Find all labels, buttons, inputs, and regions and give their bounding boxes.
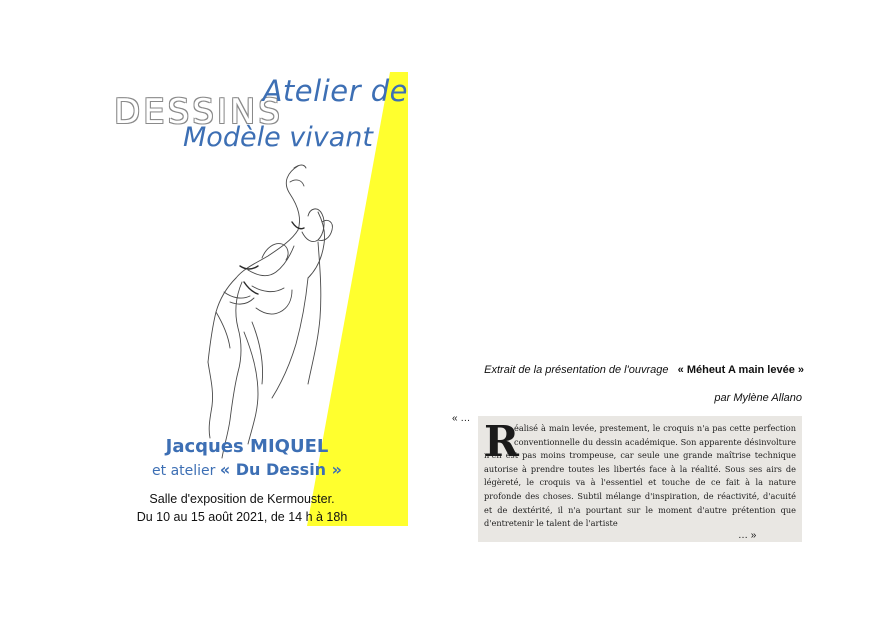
poster-title-ghost: DESSINS <box>114 92 283 132</box>
extract-author: par Mylène Allano <box>714 392 802 404</box>
exhibition-venue: Salle d'exposition de Kermouster. <box>149 492 335 506</box>
dancer-sketch <box>208 165 332 458</box>
artist-name: Jacques MIQUEL <box>165 436 329 457</box>
poster-title-line2: Modèle vivant <box>183 122 373 153</box>
extract-intro: Extrait de la présentation de l'ouvrage <box>484 364 669 376</box>
exhibition-poster <box>112 72 408 526</box>
atelier-line <box>132 460 362 479</box>
book-title: « Méheut A main levée » <box>677 364 804 376</box>
excerpt-scan <box>478 416 802 542</box>
extract-heading <box>440 364 804 376</box>
exhibition-dates: Du 10 au 15 août 2021, de 14 h à 18h <box>136 510 348 524</box>
quote-open-mark: « … <box>452 413 471 424</box>
atelier-prefix: et atelier <box>152 463 216 479</box>
quote-close-mark: … » <box>738 530 757 541</box>
excerpt-dropcap: R <box>484 417 519 466</box>
atelier-name: « Du Dessin » <box>219 460 342 479</box>
poster-title-line1: Atelier de <box>262 74 408 108</box>
dancer-sketch-shading <box>240 222 304 294</box>
excerpt-text: éalisé à main levée, prestement, le croquis n'a pas cette perfection conventionnelle du dessin académique. Son apparente désinvolture n'en est pas moins trompeuse, car seule une grande maîtrise technique autorise à prendre toutes les libertés face à la réalité. Sous ses airs de légèreté, le croquis va à l'essentiel et touche de ce fait à la nature profonde des choses. Subtil mélange d'inspiration, de réactivité, d'acuité et de dextérité, il n'a pourtant sur le moment d'autre prétention que d'entretenir le talent de l'artiste <box>484 423 796 529</box>
